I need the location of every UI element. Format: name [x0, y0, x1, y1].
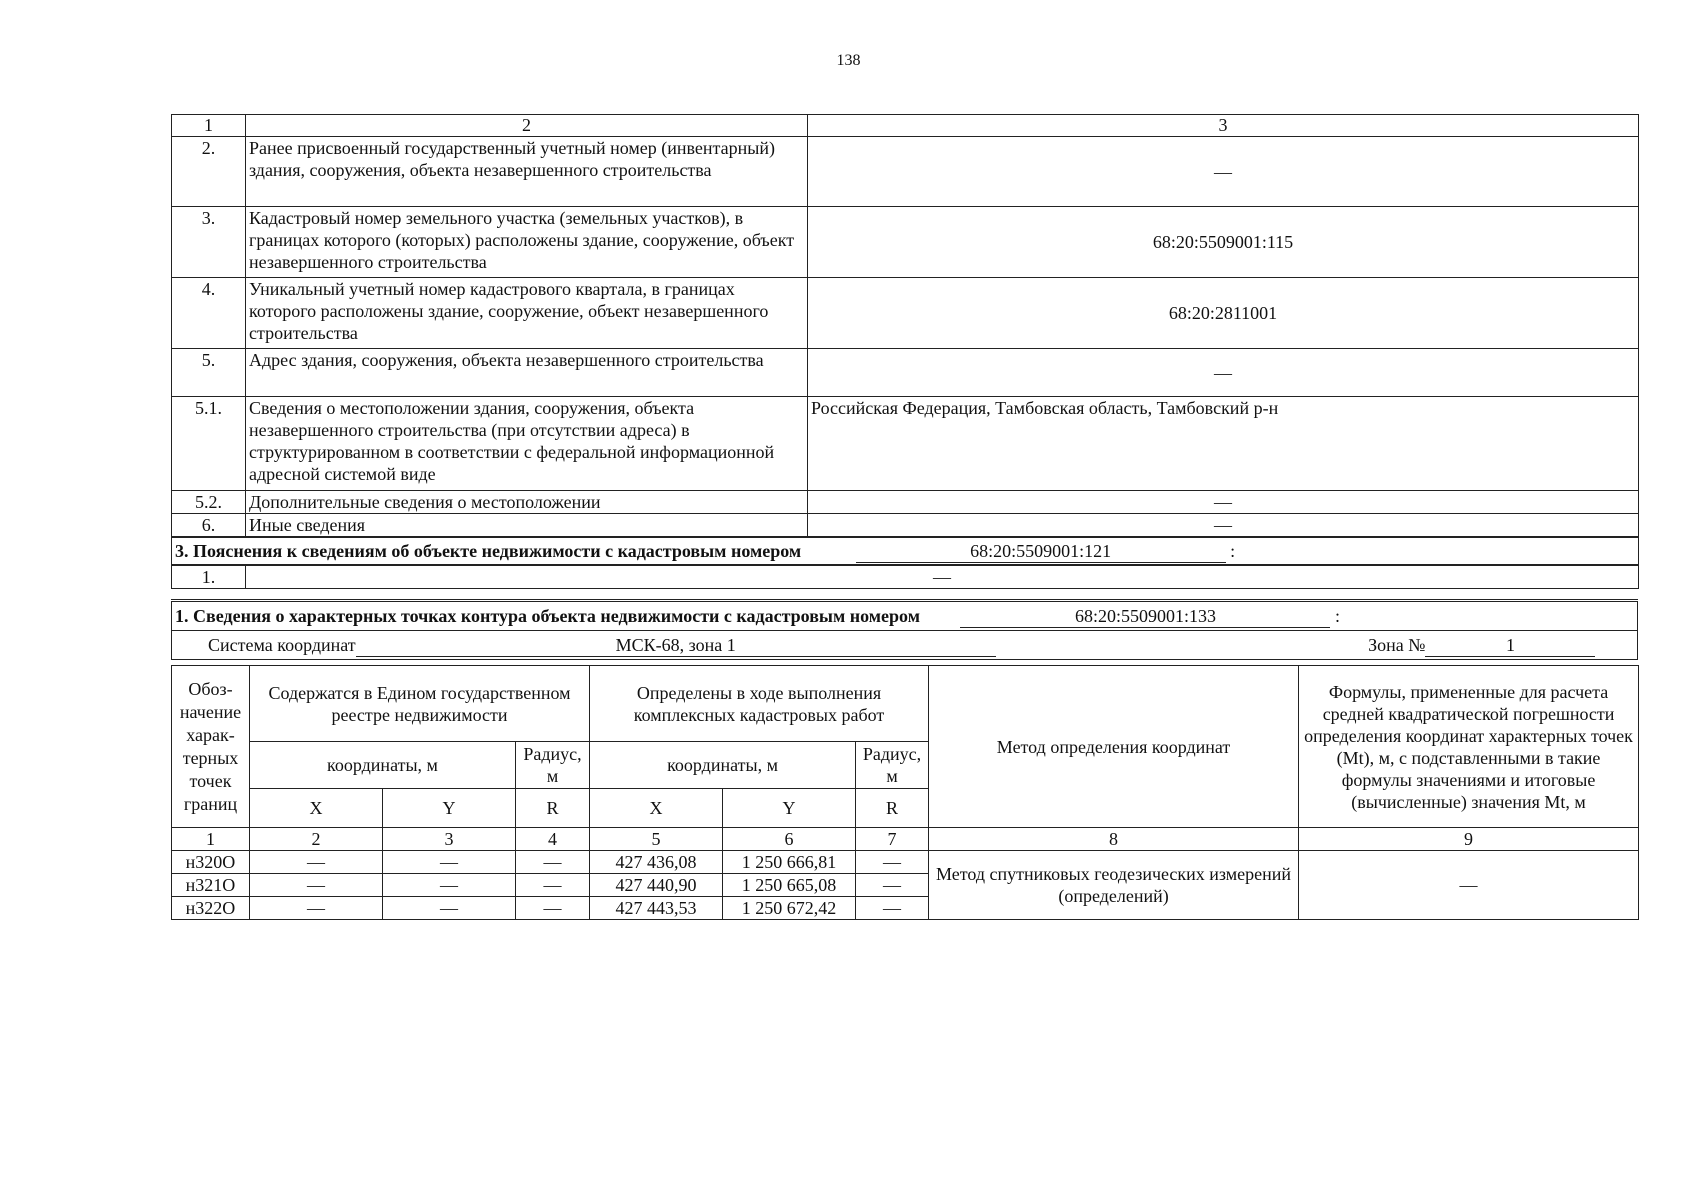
header-r-egrn: R — [516, 789, 590, 828]
row-value: — — [808, 137, 1639, 207]
point-r-egrn: — — [516, 897, 590, 920]
coord-system-row — [172, 631, 1638, 660]
header-radius-kkr: Радиус, м — [856, 742, 929, 789]
section1-cadnum: 68:20:5509001:133 — [960, 605, 1330, 628]
col-num-3: 3 — [383, 828, 516, 851]
info-row-6 — [172, 514, 1639, 538]
row-value: — — [246, 565, 1639, 589]
section3-title: 3. Пояснения к сведениям об объекте недвижимости с кадастровым номером — [175, 540, 802, 561]
row-value: 68:20:5509001:115 — [808, 207, 1639, 278]
row-number: 4. — [172, 278, 246, 349]
header-coords-egrn: координаты, м — [250, 742, 516, 789]
formula-value: — — [1299, 851, 1639, 920]
point-name: н322О — [172, 897, 250, 920]
point-y-egrn: — — [383, 897, 516, 920]
info-row-3 — [172, 207, 1639, 278]
page-number: 138 — [836, 52, 861, 69]
method-value: Метод спутниковых геодезических измерений (определений) — [929, 851, 1299, 920]
info-row-2 — [172, 137, 1639, 207]
point-name: н321О — [172, 874, 250, 897]
section1-suffix: : — [1334, 605, 1340, 626]
point-x-egrn: — — [250, 851, 383, 874]
col-num-2: 2 — [250, 828, 383, 851]
coord-system-value: МСК-68, зона 1 — [356, 634, 996, 657]
points-section-header — [171, 599, 1638, 660]
section1-title: 1. Сведения о характерных точках контура объекта недвижимости с кадастровым номером — [175, 605, 920, 626]
row-label: Дополнительные сведения о местоположении — [246, 491, 808, 514]
header-formulas: Формулы, примененные для расчета средней квадратической погрешности определения координат характерных точек (Mt), м, с подставленными в такие формулы значениями и итоговые (вычисленные) значения Mt, м — [1299, 666, 1639, 828]
header-x-egrn: X — [250, 789, 383, 828]
info-row-5-2 — [172, 491, 1639, 514]
row-label: Иные сведения — [246, 514, 808, 538]
row-number: 5.1. — [172, 397, 246, 491]
row-value: — — [808, 349, 1639, 397]
row-label: Адрес здания, сооружения, объекта незавершенного строительства — [246, 349, 808, 397]
row-label: Уникальный учетный номер кадастрового квартала, в границах которого расположены здание, сооружение, объект незавершенного строительства — [246, 278, 808, 349]
point-x-egrn: — — [250, 874, 383, 897]
header-x-kkr: X — [590, 789, 723, 828]
point-x-kkr: 427 440,90 — [590, 874, 723, 897]
point-r-kkr: — — [856, 851, 929, 874]
row-number: 6. — [172, 514, 246, 538]
point-r-egrn: — — [516, 874, 590, 897]
table-row — [172, 851, 1639, 874]
column-number-row — [172, 115, 1639, 137]
info-row-4 — [172, 278, 1639, 349]
object-info-table — [171, 114, 1639, 589]
col-num-6: 6 — [723, 828, 856, 851]
header-method: Метод определения координат — [929, 666, 1299, 828]
point-r-egrn: — — [516, 851, 590, 874]
col-header-1: 1 — [172, 115, 246, 137]
header-y-egrn: Y — [383, 789, 516, 828]
point-name: н320О — [172, 851, 250, 874]
zone-value: 1 — [1425, 634, 1595, 657]
row-label: Ранее присвоенный государственный учетный номер (инвентарный) здания, сооружения, объекта незавершенного строительства — [246, 137, 808, 207]
col-num-1: 1 — [172, 828, 250, 851]
row-label: Сведения о местоположении здания, сооружения, объекта незавершенного строительства (при отсутствии адреса) в структурированном в соответствии с федеральной информационной адресной системой виде — [246, 397, 808, 491]
point-y-egrn: — — [383, 874, 516, 897]
row-number: 5. — [172, 349, 246, 397]
points-col-number-row — [172, 828, 1639, 851]
point-y-kkr: 1 250 666,81 — [723, 851, 856, 874]
section3-suffix: : — [1230, 540, 1236, 561]
row-value: — — [808, 514, 1639, 538]
info-row-5 — [172, 349, 1639, 397]
coord-system-label: Система координат — [208, 634, 356, 655]
col-num-7: 7 — [856, 828, 929, 851]
point-r-kkr: — — [856, 874, 929, 897]
section3-title-cell — [172, 537, 1639, 565]
row-number: 1. — [172, 565, 246, 589]
coord-system-cell — [172, 631, 1638, 660]
col-header-2: 2 — [246, 115, 808, 137]
header-r-kkr: R — [856, 789, 929, 828]
section1-title-cell — [172, 601, 1638, 631]
point-y-egrn: — — [383, 851, 516, 874]
header-kkr: Определены в ходе выполнения комплексных кадастровых работ — [590, 666, 929, 742]
zone-label: Зона № — [1368, 634, 1426, 655]
col-num-8: 8 — [929, 828, 1299, 851]
point-x-kkr: 427 436,08 — [590, 851, 723, 874]
row-value: 68:20:2811001 — [808, 278, 1639, 349]
row-value: — — [808, 491, 1639, 514]
section3-cadnum: 68:20:5509001:121 — [856, 540, 1226, 563]
points-table — [171, 665, 1639, 920]
point-y-kkr: 1 250 665,08 — [723, 874, 856, 897]
row-number: 5.2. — [172, 491, 246, 514]
row-number: 2. — [172, 137, 246, 207]
section3-title-row — [172, 537, 1639, 565]
header-y-kkr: Y — [723, 789, 856, 828]
info-row-5-1 — [172, 397, 1639, 491]
header-egrn: Содержатся в Едином государственном реестре недвижимости — [250, 666, 590, 742]
col-num-5: 5 — [590, 828, 723, 851]
col-num-9: 9 — [1299, 828, 1639, 851]
points-header-row-1 — [172, 666, 1639, 742]
point-y-kkr: 1 250 672,42 — [723, 897, 856, 920]
row-number: 3. — [172, 207, 246, 278]
row-label: Кадастровый номер земельного участка (земельных участков), в границах которого (которых) расположены здание, сооружение, объект незавершенного строительства — [246, 207, 808, 278]
point-r-kkr: — — [856, 897, 929, 920]
header-radius-egrn: Радиус, м — [516, 742, 590, 789]
col-num-4: 4 — [516, 828, 590, 851]
point-x-egrn: — — [250, 897, 383, 920]
point-x-kkr: 427 443,53 — [590, 897, 723, 920]
section1-title-row — [172, 601, 1638, 631]
section3-row-1 — [172, 565, 1639, 589]
header-coords-kkr: координаты, м — [590, 742, 856, 789]
row-value: Российская Федерация, Тамбовская область, Тамбовский р-н — [808, 397, 1639, 491]
col-header-3: 3 — [808, 115, 1639, 137]
header-designation: Обоз-начение харак-терных точек границ — [172, 666, 250, 828]
